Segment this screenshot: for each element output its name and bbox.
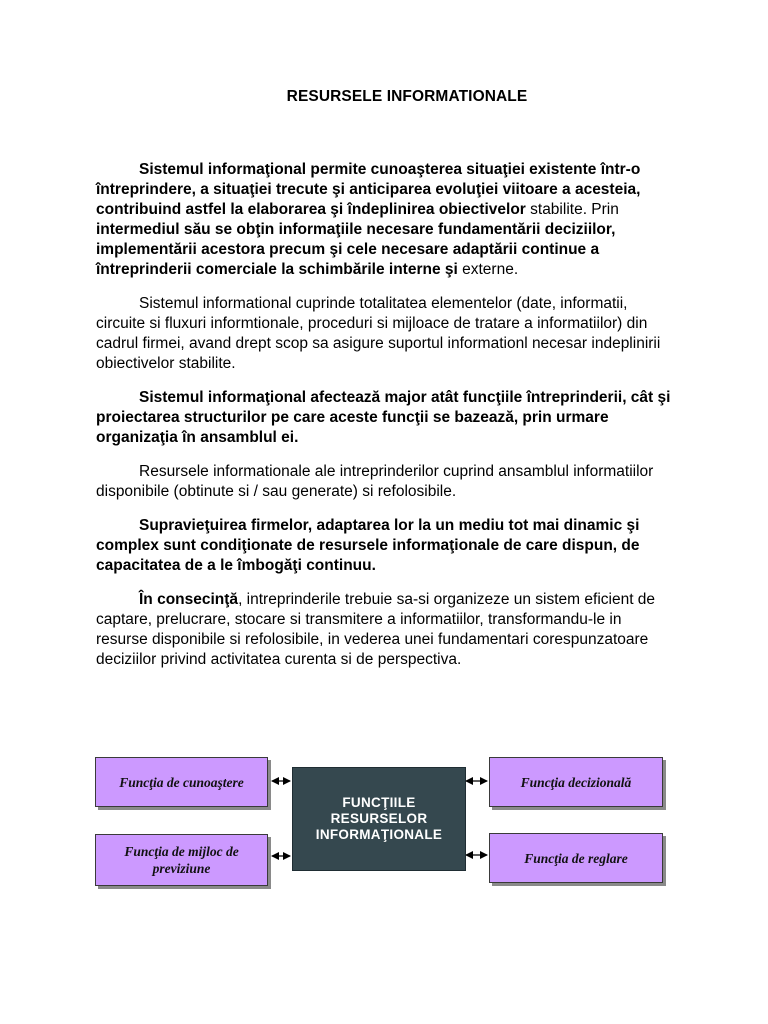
center-box-label bbox=[316, 795, 442, 843]
document-title: RESURSELE INFORMATIONALE bbox=[286, 88, 528, 105]
box-forecast-line-1: Funcţia de mijloc de bbox=[124, 844, 239, 859]
box-forecast-label bbox=[124, 843, 238, 877]
box-regulation-function bbox=[489, 833, 663, 883]
paragraph-3: Sistemul informaţional afectează major atât funcţiile întreprinderii, cât şi proiectarea structurilor pe care aceste funcţii se bazează, prin urmare organizaţia în ansamblul ei. bbox=[96, 389, 671, 446]
paragraph-1-bold-a: Sistemul informaţional permite cunoaşterea situaţiei existente într-o întreprindere, a situaţiei trecute şi anticiparea evoluţiei viitoare a acesteia, contribuind astfel la elaborarea şi îndeplinirea obiectivelor bbox=[96, 161, 641, 218]
paragraph-6-bold: În consecinţă bbox=[139, 591, 239, 608]
box-forecast-line-2: previziune bbox=[152, 861, 211, 876]
center-line-2: RESURSELOR bbox=[330, 811, 428, 826]
box-cognition-label: Funcţia de cunoaştere bbox=[119, 774, 244, 790]
paragraph-1-normal-b: externe. bbox=[457, 261, 519, 278]
box-forecast-function bbox=[95, 834, 268, 886]
box-decision-label: Funcţia decizională bbox=[520, 774, 632, 790]
center-box-functions bbox=[292, 767, 466, 871]
box-regulation-label: Funcţia de reglare bbox=[524, 850, 628, 866]
paragraph-6-normal: , intreprinderile trebuie sa-si organizeze un sistem eficient de captare, prelucrare, stocare si transmitere a informatiilor, transformandu-le in resurse disponibile si refolosibile, in vederea unei fundamentari corespunzatoare deciziilor privind activitatea curenta si de perspectiva. bbox=[96, 591, 656, 668]
box-decision-function bbox=[489, 757, 663, 807]
box-cognition-function bbox=[95, 757, 268, 807]
paragraph-2: Sistemul informational cuprinde totalitatea elementelor (date, informatii, circuite si fluxuri informtionale, proceduri si mijloace de tratare a informatiilor) din cadrul firmei, avand drept scop sa asigure suportul informationl necesar indeplinirii obiectivelor stabilite. bbox=[96, 295, 661, 372]
center-line-3: INFORMAŢIONALE bbox=[315, 827, 443, 842]
paragraph-1-bold-b: intermediul său se obţin informaţiile necesare fundamentării deciziilor, implementării acestora precum şi cele necesare adaptării continue a întreprinderii comerciale la schimbările interne şi bbox=[96, 221, 616, 278]
paragraph-1-normal-a: stabilite. Prin bbox=[525, 201, 619, 218]
paragraph-5: Supravieţuirea firmelor, adaptarea lor la un mediu tot mai dinamic şi complex sunt condiţionate de resursele informaţionale de care dispun, de capacitatea de a le îmbogăţi continuu. bbox=[96, 517, 640, 574]
paragraph-4: Resursele informationale ale intreprinderilor cuprind ansamblul informatiilor disponibile (obtinute si / sau generate) si refolosibile. bbox=[96, 463, 654, 500]
center-line-1: FUNCŢIILE bbox=[342, 795, 416, 810]
